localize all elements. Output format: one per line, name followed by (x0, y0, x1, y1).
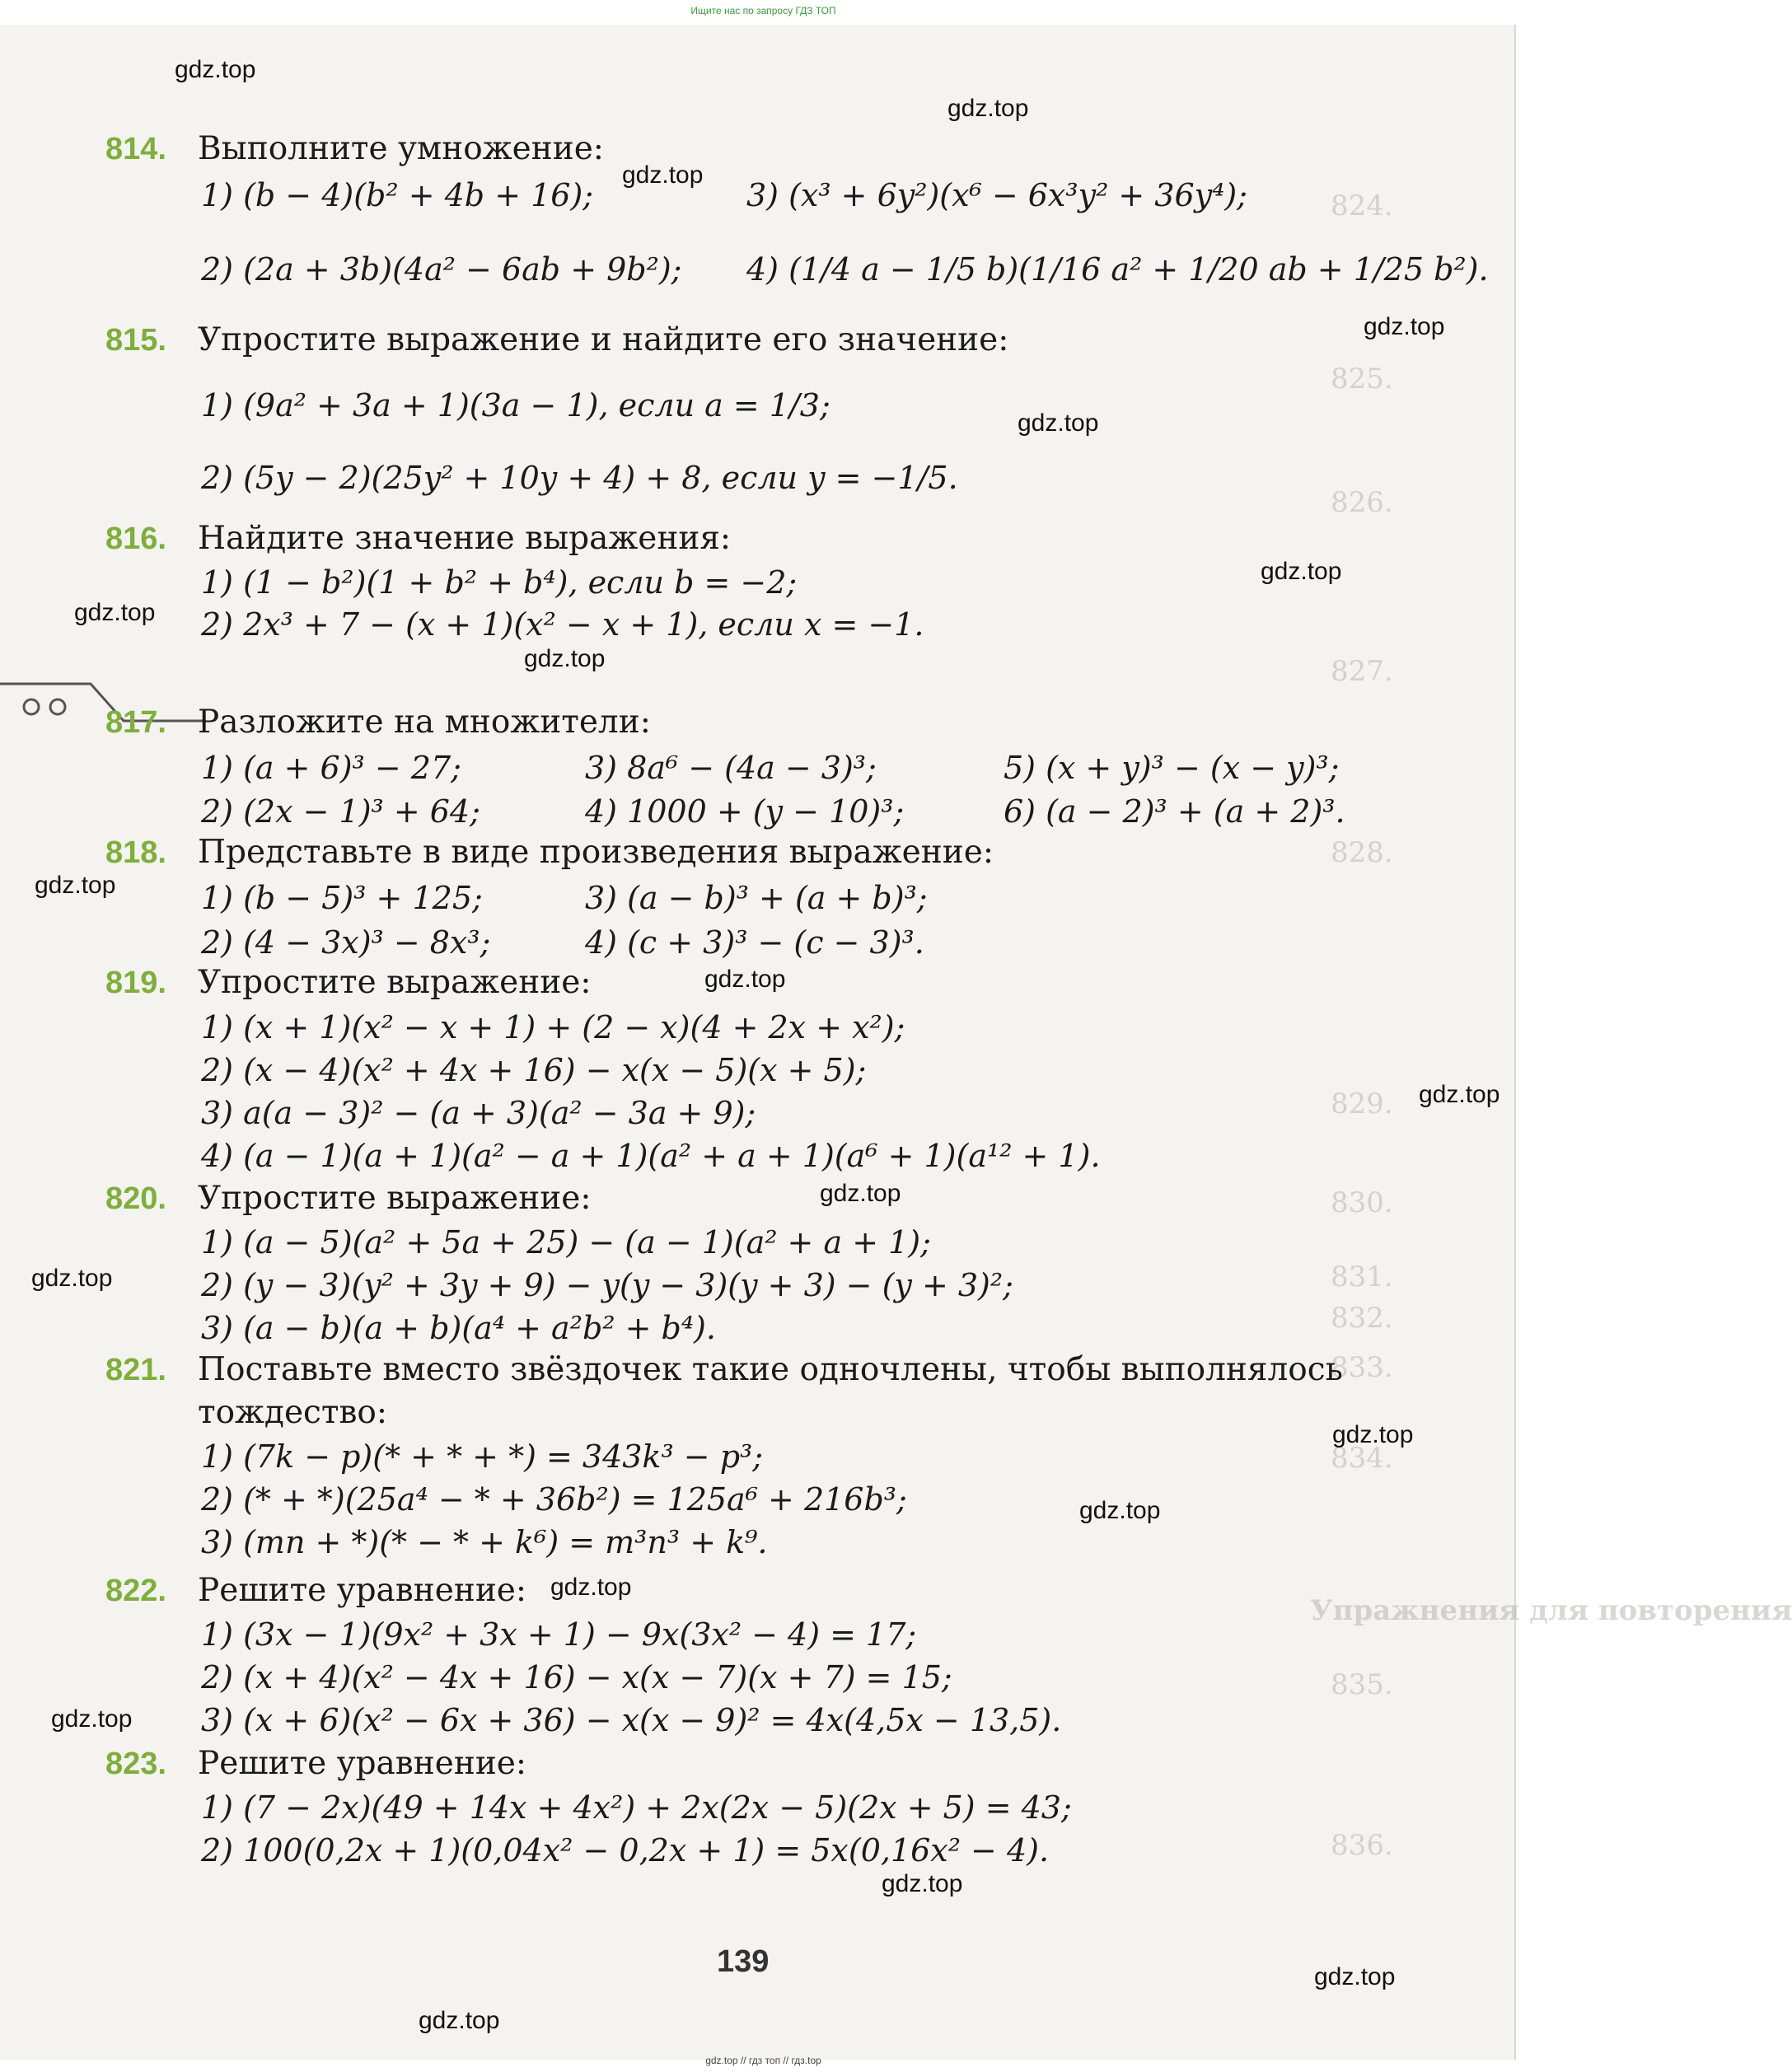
page-number: 139 (717, 1944, 770, 1979)
problem-item: 6) (a − 2)³ + (a + 2)³. (1004, 793, 1345, 830)
problem-item: 2) (4 − 3x)³ − 8x³; (201, 924, 491, 961)
problem-item: 2) (* + *)(25a⁴ − * + 36b²) = 125a⁶ + 216b³; (201, 1481, 907, 1518)
footer-note: gdz.top // гдз топ // гдз.top (705, 2055, 821, 2066)
problem-item: 3) a(a − 3)² − (a + 3)(a² − 3a + 9); (201, 1095, 756, 1131)
problem-item: 1) (a + 6)³ − 27; (201, 750, 461, 786)
problem-item: 5) (x + y)³ − (x − y)³; (1004, 750, 1340, 786)
ghost-number: 836. (1331, 1829, 1393, 1862)
problem-item: 4) (a − 1)(a + 1)(a² − a + 1)(a² + a + 1)(a⁶ + 1)(a¹² + 1). (201, 1138, 1101, 1174)
problem-number: 822. (105, 1574, 166, 1608)
ghost-number: 828. (1331, 836, 1393, 869)
problem-item: 1) (9a² + 3a + 1)(3a − 1), если a = 1/3; (201, 387, 830, 423)
problem-item: 1) (a − 5)(a² + 5a + 25) − (a − 1)(a² + a + 1); (201, 1224, 931, 1261)
watermark: gdz.top (419, 2007, 500, 2034)
problem-item: 2) (5y − 2)(25y² + 10y + 4) + 8, если y = −1/5. (201, 460, 958, 496)
side-tab-icon (0, 680, 206, 729)
ghost-number: 833. (1331, 1351, 1393, 1384)
problem-title: Упростите выражение и найдите его значение: (198, 321, 1009, 358)
watermark: gdz.top (882, 1870, 963, 1897)
problem-item: 1) (b − 5)³ + 125; (201, 880, 483, 916)
ghost-number: 835. (1331, 1668, 1393, 1701)
watermark: gdz.top (524, 645, 606, 672)
problem-number: 820. (105, 1181, 166, 1216)
problem-item: 2) (2a + 3b)(4a² − 6ab + 9b²); (201, 251, 682, 288)
header-note: Ищите нас по запросу ГДЗ ТОП (690, 5, 836, 16)
problem-title: Представьте в виде произведения выражение: (198, 834, 994, 871)
problem-title: Поставьте вместо звёздочек такие одночлены, чтобы выполнялось (198, 1351, 1343, 1388)
watermark: gdz.top (947, 95, 1029, 122)
watermark: gdz.top (1364, 313, 1445, 340)
watermark: gdz.top (1079, 1497, 1161, 1524)
problem-item: 3) (x³ + 6y²)(x⁶ − 6x³y² + 36y⁴); (746, 177, 1247, 213)
problem-number: 815. (105, 323, 166, 358)
problem-item: 1) (1 − b²)(1 + b² + b⁴), если b = −2; (201, 564, 798, 601)
problem-item: 4) (1/4 a − 1/5 b)(1/16 a² + 1/20 ab + 1/25 b²). (746, 251, 1489, 288)
watermark: gdz.top (51, 1705, 133, 1733)
ghost-number: 824. (1331, 189, 1393, 222)
problem-number: 819. (105, 966, 166, 1000)
ghost-number: 826. (1331, 486, 1393, 519)
watermark: gdz.top (1332, 1421, 1414, 1448)
watermark: gdz.top (820, 1180, 901, 1207)
problem-number: 823. (105, 1747, 166, 1781)
ghost-number: 827. (1331, 655, 1393, 688)
problem-title: Выполните умножение: (198, 130, 604, 167)
ghost-heading: Упражнения для повторения (1310, 1594, 1792, 1627)
problem-item: 1) (7 − 2x)(49 + 14x + 4x²) + 2x(2x − 5)(2x + 5) = 43; (201, 1789, 1072, 1826)
problem-title: Решите уравнение: (198, 1572, 527, 1609)
problem-title: Разложите на множители: (198, 704, 651, 741)
problem-item: 1) (7k − p)(* + * + *) = 343k³ − p³; (201, 1438, 764, 1475)
textbook-page (0, 25, 1792, 2060)
problem-item: 2) (x + 4)(x² − 4x + 16) − x(x − 7)(x + 7) = 15; (201, 1659, 952, 1695)
problem-item: 2) (y − 3)(y² + 3y + 9) − y(y − 3)(y + 3) − (y + 3)²; (201, 1267, 1013, 1303)
watermark: gdz.top (175, 56, 256, 83)
ghost-number: 825. (1331, 362, 1393, 395)
problem-number: 817. (105, 705, 166, 740)
watermark: gdz.top (1314, 1963, 1396, 1990)
problem-item: 4) 1000 + (y − 10)³; (585, 793, 905, 830)
problem-item: 2) 100(0,2x + 1)(0,04x² − 0,2x + 1) = 5x(0,16x² − 4). (201, 1832, 1050, 1869)
problem-title: Упростите выражение: (198, 1180, 592, 1217)
watermark: gdz.top (550, 1574, 632, 1601)
ghost-number: 834. (1331, 1442, 1393, 1475)
problem-number: 814. (105, 132, 166, 166)
watermark: gdz.top (1419, 1081, 1500, 1108)
problem-item: 1) (b − 4)(b² + 4b + 16); (201, 177, 594, 213)
problem-item: 2) 2x³ + 7 − (x + 1)(x² − x + 1), если x = −1. (201, 606, 924, 643)
problem-number: 816. (105, 522, 166, 556)
problem-item: 1) (3x − 1)(9x² + 3x + 1) − 9x(3x² − 4) = 17; (201, 1616, 917, 1653)
problem-item: 4) (c + 3)³ − (c − 3)³. (585, 924, 924, 961)
problem-title: Найдите значение выражения: (198, 520, 732, 557)
problem-item: 3) (a − b)(a + b)(a⁴ + a²b² + b⁴). (201, 1310, 716, 1346)
ghost-number: 831. (1331, 1261, 1393, 1293)
watermark: gdz.top (31, 1265, 113, 1292)
ghost-number: 829. (1331, 1087, 1393, 1120)
watermark: gdz.top (622, 161, 704, 189)
problem-title: Упростите выражение: (198, 964, 592, 1001)
problem-number: 821. (105, 1353, 166, 1387)
problem-item: 3) 8a⁶ − (4a − 3)³; (585, 750, 877, 786)
problem-title-continued: тождество: (198, 1394, 388, 1431)
problem-item: 1) (x + 1)(x² − x + 1) + (2 − x)(4 + 2x + x²); (201, 1009, 905, 1045)
problem-item: 2) (x − 4)(x² + 4x + 16) − x(x − 5)(x + 5); (201, 1052, 867, 1088)
problem-item: 3) (x + 6)(x² − 6x + 36) − x(x − 9)² = 4x(4,5x − 13,5). (201, 1702, 1062, 1738)
watermark: gdz.top (1261, 558, 1342, 585)
watermark: gdz.top (74, 599, 156, 626)
problem-number: 818. (105, 835, 166, 870)
problem-item: 2) (2x − 1)³ + 64; (201, 793, 480, 830)
ghost-number: 832. (1331, 1302, 1393, 1335)
watermark: gdz.top (35, 872, 116, 899)
watermark: gdz.top (1018, 409, 1099, 437)
ghost-number: 830. (1331, 1186, 1393, 1219)
problem-item: 3) (mn + *)(* − * + k⁶) = m³n³ + k⁹. (201, 1524, 768, 1560)
watermark: gdz.top (704, 966, 786, 993)
problem-title: Решите уравнение: (198, 1745, 527, 1782)
problem-item: 3) (a − b)³ + (a + b)³; (585, 880, 928, 916)
